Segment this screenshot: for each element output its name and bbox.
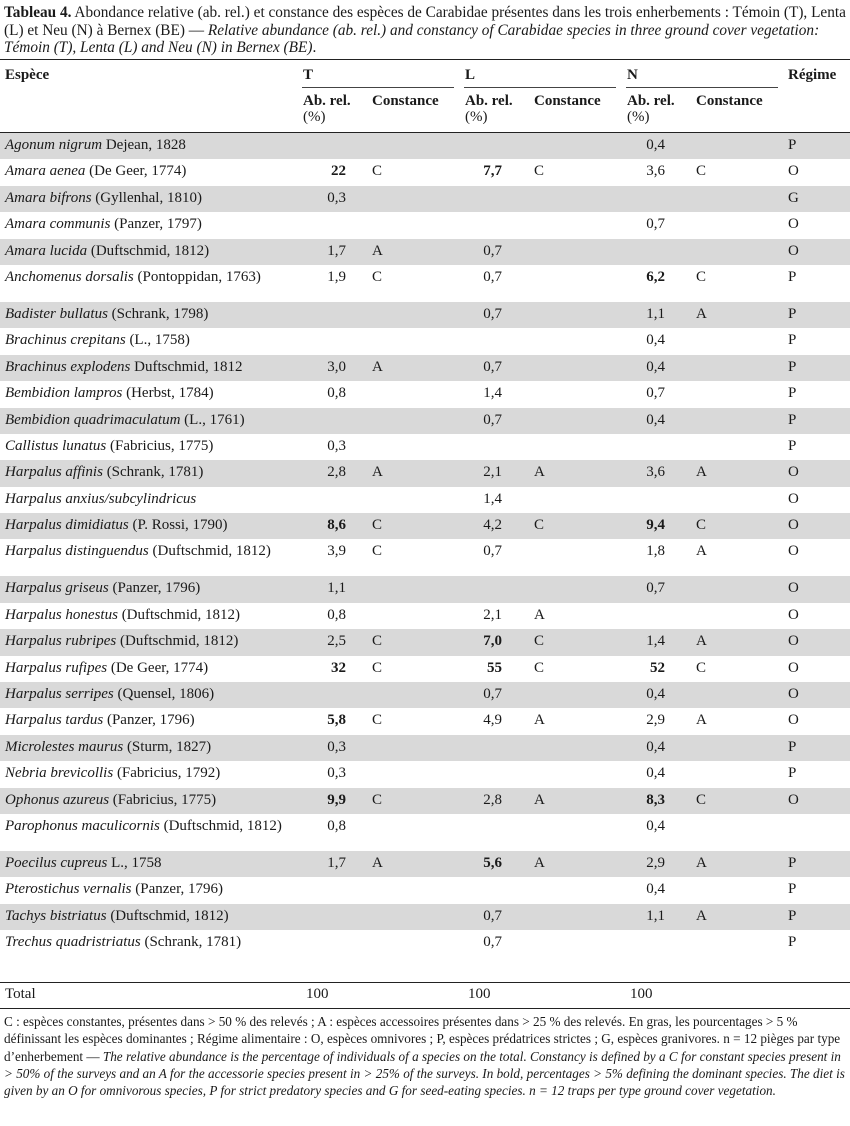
cell-r: O bbox=[788, 543, 799, 560]
species-cell bbox=[5, 385, 287, 401]
species-cell bbox=[5, 580, 287, 596]
header-abrel-l bbox=[465, 93, 513, 125]
species-name: Harpalus honestus bbox=[5, 606, 118, 623]
cell-t: 0,8 bbox=[327, 385, 346, 402]
species-cell bbox=[5, 633, 287, 649]
total-row bbox=[0, 982, 850, 1008]
table-row bbox=[0, 460, 850, 486]
table-row bbox=[0, 133, 850, 159]
cell-nc: C bbox=[696, 268, 707, 285]
cell-lc: A bbox=[534, 712, 545, 729]
species-name: Trechus quadristriatus bbox=[5, 934, 141, 951]
cell-r: P bbox=[788, 411, 797, 428]
cell-n: 3,6 bbox=[646, 163, 665, 180]
cell-tc: A bbox=[372, 854, 383, 871]
table-row bbox=[0, 708, 850, 734]
species-cell bbox=[5, 412, 287, 428]
cell-lc: A bbox=[534, 791, 545, 808]
cell-l: 1,4 bbox=[483, 490, 502, 507]
header-regime: Régime bbox=[788, 67, 837, 83]
total-n: 100 bbox=[630, 986, 653, 1002]
table-row bbox=[0, 629, 850, 655]
species-author: (Schrank, 1781) bbox=[140, 934, 242, 951]
cell-n: 8,3 bbox=[646, 791, 665, 808]
cell-nc: A bbox=[696, 543, 707, 560]
cell-r: P bbox=[788, 765, 797, 782]
cell-lc: C bbox=[534, 517, 545, 534]
cell-tc: A bbox=[372, 242, 383, 259]
species-name: Amara bifrons bbox=[5, 189, 92, 206]
header-constance-l: Constance bbox=[534, 93, 601, 109]
cell-l: 7,7 bbox=[483, 163, 502, 180]
table-row bbox=[0, 239, 850, 265]
cell-l: 0,7 bbox=[483, 411, 502, 428]
cell-n: 0,7 bbox=[646, 216, 665, 233]
cell-nc: C bbox=[696, 163, 707, 180]
cell-r: P bbox=[788, 854, 797, 871]
cell-t: 32 bbox=[331, 659, 346, 676]
species-name: Harpalus distinguendus bbox=[5, 543, 149, 560]
caption-french: Abondance relative (ab. rel.) et constance des espèces de Carabidae présentes dans les trois enherbements : Témoin (T), Lenta (L) et Neu (N) à Bernex (BE) — bbox=[4, 4, 846, 39]
abrel-label-t: Ab. rel. bbox=[303, 93, 351, 109]
caption-end: . bbox=[312, 39, 317, 56]
cell-n: 0,4 bbox=[646, 411, 665, 428]
cell-nc: A bbox=[696, 464, 707, 481]
cell-nc: A bbox=[696, 305, 707, 322]
cell-r: P bbox=[788, 358, 797, 375]
species-name: Harpalus anxius/subcylindricus bbox=[5, 490, 197, 507]
table-caption bbox=[4, 4, 846, 57]
cell-l: 1,4 bbox=[483, 385, 502, 402]
species-author: (Schrank, 1781) bbox=[102, 464, 204, 481]
species-author: (Schrank, 1798) bbox=[107, 305, 209, 322]
cell-n: 0,4 bbox=[646, 817, 665, 834]
species-author: (Gyllenhal, 1810) bbox=[91, 189, 202, 206]
table-row bbox=[0, 788, 850, 814]
cell-lc: C bbox=[534, 633, 545, 650]
table-row bbox=[0, 328, 850, 354]
cell-n: 0,4 bbox=[646, 765, 665, 782]
cell-r: O bbox=[788, 791, 799, 808]
cell-l: 0,7 bbox=[483, 907, 502, 924]
cell-n: 0,4 bbox=[646, 332, 665, 349]
species-author: (Pontoppidan, 1763) bbox=[133, 268, 261, 285]
cell-t: 3,9 bbox=[327, 543, 346, 560]
cell-nc: A bbox=[696, 907, 707, 924]
cell-t: 0,3 bbox=[327, 437, 346, 454]
header-group-t: T bbox=[303, 67, 314, 83]
cell-tc: C bbox=[372, 163, 383, 180]
species-author: (Panzer, 1796) bbox=[103, 712, 195, 729]
cell-n: 2,9 bbox=[646, 712, 665, 729]
species-cell bbox=[5, 660, 287, 676]
total-l: 100 bbox=[468, 986, 491, 1002]
species-cell bbox=[5, 137, 287, 153]
cell-t: 0,3 bbox=[327, 738, 346, 755]
cell-l: 0,7 bbox=[483, 268, 502, 285]
pct-label-t: (%) bbox=[303, 109, 326, 125]
cell-l: 2,1 bbox=[483, 606, 502, 623]
header-constance-n: Constance bbox=[696, 93, 763, 109]
cell-nc: C bbox=[696, 659, 707, 676]
cell-l: 0,7 bbox=[483, 242, 502, 259]
cell-l: 2,8 bbox=[483, 791, 502, 808]
cell-r: P bbox=[788, 137, 797, 153]
species-author: (Duftschmid, 1812) bbox=[87, 242, 210, 259]
group-l-underline bbox=[464, 87, 616, 88]
table-row bbox=[0, 434, 850, 460]
cell-l: 5,6 bbox=[483, 854, 502, 871]
header-species: Espèce bbox=[5, 67, 50, 83]
species-name: Parophonus maculicornis bbox=[5, 817, 160, 834]
footnote-english: The relative abundance is the percentage of individuals of a species on the total. Constancy is defined by a C for constant species present in > 50% of the surveys and an A for the accessorie species present in > 25% of the surveys. In bold, percentages > 5% defining the dominant species. The diet is given by an O for omnivorous species, P for strict predatory species and G for seed-eating species. n = 12 traps per type ground cover vegetation. bbox=[4, 1048, 845, 1099]
cell-tc: C bbox=[372, 712, 383, 729]
cell-n: 0,4 bbox=[646, 358, 665, 375]
cell-r: O bbox=[788, 659, 799, 676]
species-author: (Duftschmid, 1812) bbox=[117, 606, 241, 623]
cell-nc: A bbox=[696, 633, 707, 650]
abrel-label-n: Ab. rel. bbox=[627, 93, 675, 109]
table-row bbox=[0, 355, 850, 381]
species-name: Harpalus dimidiatus bbox=[5, 517, 129, 534]
species-name: Anchomenus dorsalis bbox=[5, 268, 134, 285]
species-name: Poecilus cupreus bbox=[5, 854, 108, 871]
species-cell bbox=[5, 464, 287, 480]
cell-lc: A bbox=[534, 854, 545, 871]
species-name: Harpalus griseus bbox=[5, 580, 109, 597]
species-cell bbox=[5, 739, 287, 755]
species-cell bbox=[5, 163, 287, 179]
cell-l: 0,7 bbox=[483, 305, 502, 322]
cell-r: O bbox=[788, 633, 799, 650]
header-abrel-n bbox=[627, 93, 675, 125]
species-author: (Quensel, 1806) bbox=[113, 686, 215, 703]
species-cell bbox=[5, 881, 287, 897]
cell-l: 0,7 bbox=[483, 686, 502, 703]
species-cell bbox=[5, 543, 287, 559]
table-row bbox=[0, 877, 850, 903]
cell-n: 1,4 bbox=[646, 633, 665, 650]
species-name: Ophonus azureus bbox=[5, 791, 110, 808]
header-group-l: L bbox=[465, 67, 476, 83]
group-n-underline bbox=[626, 87, 778, 88]
cell-n: 52 bbox=[650, 659, 665, 676]
species-name: Harpalus rubripes bbox=[5, 633, 117, 650]
cell-r: O bbox=[788, 490, 799, 507]
species-name: Microlestes maurus bbox=[5, 738, 124, 755]
cell-r: P bbox=[788, 881, 797, 898]
species-name: Pterostichus vernalis bbox=[5, 881, 132, 898]
table-row bbox=[0, 851, 850, 877]
cell-l: 55 bbox=[487, 659, 502, 676]
table-body bbox=[0, 133, 850, 957]
species-name: Harpalus serripes bbox=[5, 686, 114, 703]
species-name: Bembidion lampros bbox=[5, 385, 123, 402]
species-author: (De Geer, 1774) bbox=[107, 659, 209, 676]
cell-n: 3,6 bbox=[646, 464, 665, 481]
table-row bbox=[0, 186, 850, 212]
cell-t: 2,5 bbox=[327, 633, 346, 650]
species-author: (L., 1758) bbox=[125, 332, 190, 349]
cell-t: 1,7 bbox=[327, 242, 346, 259]
cell-r: P bbox=[788, 934, 797, 951]
species-author: (Duftschmid, 1812) bbox=[106, 907, 229, 924]
cell-l: 0,7 bbox=[483, 934, 502, 951]
species-author: (Panzer, 1796) bbox=[131, 881, 223, 898]
total-label: Total bbox=[5, 986, 36, 1002]
abrel-label-l: Ab. rel. bbox=[465, 93, 513, 109]
species-author: (Fabricius, 1792) bbox=[113, 765, 221, 782]
species-cell bbox=[5, 712, 287, 728]
table-row bbox=[0, 212, 850, 238]
table-row bbox=[0, 761, 850, 787]
species-name: Nebria brevicollis bbox=[5, 765, 114, 782]
species-author: (Duftschmid, 1812) bbox=[116, 633, 239, 650]
cell-t: 0,8 bbox=[327, 817, 346, 834]
species-author: Dejean, 1828 bbox=[102, 137, 186, 153]
species-author: (Herbst, 1784) bbox=[122, 385, 214, 402]
table-row bbox=[0, 656, 850, 682]
species-cell bbox=[5, 332, 287, 348]
cell-r: P bbox=[788, 332, 797, 349]
species-name: Harpalus affinis bbox=[5, 464, 103, 481]
cell-r: P bbox=[788, 907, 797, 924]
species-name: Amara communis bbox=[5, 216, 111, 233]
cell-r: P bbox=[788, 268, 797, 285]
table-row bbox=[0, 487, 850, 513]
cell-l: 2,1 bbox=[483, 464, 502, 481]
species-cell bbox=[5, 438, 287, 454]
cell-r: O bbox=[788, 712, 799, 729]
table-row bbox=[0, 381, 850, 407]
cell-n: 1,1 bbox=[646, 305, 665, 322]
species-author: Duftschmid, 1812 bbox=[130, 358, 243, 375]
cell-t: 22 bbox=[331, 163, 346, 180]
species-author: (L., 1761) bbox=[180, 411, 245, 428]
cell-tc: C bbox=[372, 633, 383, 650]
species-name: Brachinus crepitans bbox=[5, 332, 126, 349]
cell-n: 9,4 bbox=[646, 517, 665, 534]
cell-t: 0,8 bbox=[327, 606, 346, 623]
species-author: L., 1758 bbox=[107, 854, 162, 871]
species-cell bbox=[5, 607, 287, 623]
cell-n: 2,9 bbox=[646, 854, 665, 871]
header-group-n: N bbox=[627, 67, 638, 83]
species-cell bbox=[5, 818, 287, 834]
caption-label: Tableau 4. bbox=[4, 4, 72, 21]
species-author: (De Geer, 1774) bbox=[85, 163, 187, 180]
species-cell bbox=[5, 359, 287, 375]
cell-lc: A bbox=[534, 606, 545, 623]
species-author: (Fabricius, 1775) bbox=[106, 437, 214, 454]
bottom-rule bbox=[0, 1008, 850, 1009]
header-constance-t: Constance bbox=[372, 93, 439, 109]
species-cell bbox=[5, 934, 287, 950]
cell-r: G bbox=[788, 189, 799, 206]
table-row bbox=[0, 302, 850, 328]
cell-lc: A bbox=[534, 464, 545, 481]
table-row bbox=[0, 408, 850, 434]
cell-r: O bbox=[788, 580, 799, 597]
cell-n: 0,7 bbox=[646, 385, 665, 402]
caption-english: Relative abundance (ab. rel.) and constancy of Carabidae species in three ground cover vegetation: Témoin (T), Lenta (L) and Neu (N) in Bernex (BE) bbox=[4, 21, 820, 56]
cell-tc: C bbox=[372, 268, 383, 285]
cell-t: 9,9 bbox=[327, 791, 346, 808]
species-name: Amara aenea bbox=[5, 163, 86, 180]
cell-r: O bbox=[788, 686, 799, 703]
table-row bbox=[0, 539, 850, 576]
cell-t: 1,9 bbox=[327, 268, 346, 285]
cell-r: P bbox=[788, 738, 797, 755]
species-cell bbox=[5, 686, 287, 702]
species-cell bbox=[5, 908, 287, 924]
group-t-underline bbox=[302, 87, 454, 88]
pct-label-l: (%) bbox=[465, 109, 488, 125]
table-row bbox=[0, 513, 850, 539]
species-cell bbox=[5, 855, 287, 871]
cell-n: 1,1 bbox=[646, 907, 665, 924]
species-cell bbox=[5, 269, 287, 285]
species-name: Callistus lunatus bbox=[5, 437, 107, 454]
species-cell bbox=[5, 190, 287, 206]
table-row bbox=[0, 682, 850, 708]
cell-l: 0,7 bbox=[483, 358, 502, 375]
cell-tc: A bbox=[372, 358, 383, 375]
species-cell bbox=[5, 765, 287, 781]
species-cell bbox=[5, 306, 287, 322]
cell-r: P bbox=[788, 305, 797, 322]
cell-t: 5,8 bbox=[327, 712, 346, 729]
cell-t: 8,6 bbox=[327, 517, 346, 534]
cell-t: 2,8 bbox=[327, 464, 346, 481]
cell-nc: C bbox=[696, 517, 707, 534]
total-t: 100 bbox=[306, 986, 329, 1002]
species-author: (Panzer, 1797) bbox=[110, 216, 202, 233]
table-header bbox=[0, 61, 850, 133]
table-row bbox=[0, 735, 850, 761]
species-name: Brachinus explodens bbox=[5, 358, 131, 375]
cell-r: P bbox=[788, 437, 797, 454]
cell-r: O bbox=[788, 606, 799, 623]
cell-tc: C bbox=[372, 517, 383, 534]
species-cell bbox=[5, 491, 287, 507]
cell-t: 3,0 bbox=[327, 358, 346, 375]
species-cell bbox=[5, 792, 287, 808]
species-author: (P. Rossi, 1790) bbox=[128, 517, 228, 534]
cell-r: O bbox=[788, 242, 799, 259]
cell-l: 4,2 bbox=[483, 517, 502, 534]
cell-t: 1,1 bbox=[327, 580, 346, 597]
cell-t: 0,3 bbox=[327, 765, 346, 782]
species-name: Harpalus rufipes bbox=[5, 659, 108, 676]
cell-lc: C bbox=[534, 163, 545, 180]
species-name: Tachys bistriatus bbox=[5, 907, 107, 924]
cell-n: 0,4 bbox=[646, 686, 665, 703]
footnote-french: C : espèces constantes, présentes dans > 50 % des relevés ; A : espèces accessoires présentes dans > 25 % des relevés. En gras, les pourcentages > 5 % définissant les espèces dominantes ; Régime alimentaire : O, espèces omnivores ; P, espèces prédatrices strictes ; G, espèces granivores. n = 12 pièges par type d’enherbement — bbox=[4, 1014, 841, 1064]
top-rule bbox=[0, 59, 850, 60]
species-author: (Panzer, 1796) bbox=[108, 580, 201, 597]
cell-nc: A bbox=[696, 854, 707, 871]
cell-l: 7,0 bbox=[483, 633, 502, 650]
table-row bbox=[0, 603, 850, 629]
species-author: (Duftschmid, 1812) bbox=[159, 817, 282, 834]
species-cell bbox=[5, 517, 287, 533]
header-abrel-t bbox=[303, 93, 351, 125]
pct-label-n: (%) bbox=[627, 109, 650, 125]
species-name: Amara lucida bbox=[5, 242, 88, 259]
cell-tc: C bbox=[372, 659, 383, 676]
species-name: Badister bullatus bbox=[5, 305, 108, 322]
species-author: (Fabricius, 1775) bbox=[109, 791, 217, 808]
table-row bbox=[0, 904, 850, 930]
cell-r: P bbox=[788, 385, 797, 402]
cell-lc: C bbox=[534, 659, 545, 676]
cell-n: 0,7 bbox=[646, 580, 665, 597]
cell-n: 0,4 bbox=[646, 137, 665, 153]
species-author: (Duftschmid, 1812) bbox=[148, 543, 271, 560]
table-row bbox=[0, 576, 850, 602]
cell-n: 1,8 bbox=[646, 543, 665, 560]
cell-r: O bbox=[788, 216, 799, 233]
table-row bbox=[0, 814, 850, 851]
cell-l: 0,7 bbox=[483, 543, 502, 560]
cell-tc: C bbox=[372, 791, 383, 808]
cell-nc: A bbox=[696, 712, 707, 729]
species-cell bbox=[5, 216, 287, 232]
cell-tc: C bbox=[372, 543, 383, 560]
cell-t: 0,3 bbox=[327, 189, 346, 206]
table-row bbox=[0, 159, 850, 185]
species-name: Bembidion quadrimaculatum bbox=[5, 411, 181, 428]
table-footnote bbox=[4, 1013, 846, 1099]
cell-l: 4,9 bbox=[483, 712, 502, 729]
species-author: (Sturm, 1827) bbox=[123, 738, 212, 755]
cell-t: 1,7 bbox=[327, 854, 346, 871]
cell-r: O bbox=[788, 464, 799, 481]
species-name: Agonum nigrum bbox=[5, 137, 103, 153]
cell-n: 6,2 bbox=[646, 268, 665, 285]
cell-nc: C bbox=[696, 791, 707, 808]
species-cell bbox=[5, 243, 287, 259]
species-name: Harpalus tardus bbox=[5, 712, 104, 729]
cell-n: 0,4 bbox=[646, 881, 665, 898]
table-row bbox=[0, 930, 850, 956]
table-row bbox=[0, 265, 850, 302]
cell-n: 0,4 bbox=[646, 738, 665, 755]
cell-tc: A bbox=[372, 464, 383, 481]
cell-r: O bbox=[788, 163, 799, 180]
cell-r: O bbox=[788, 517, 799, 534]
